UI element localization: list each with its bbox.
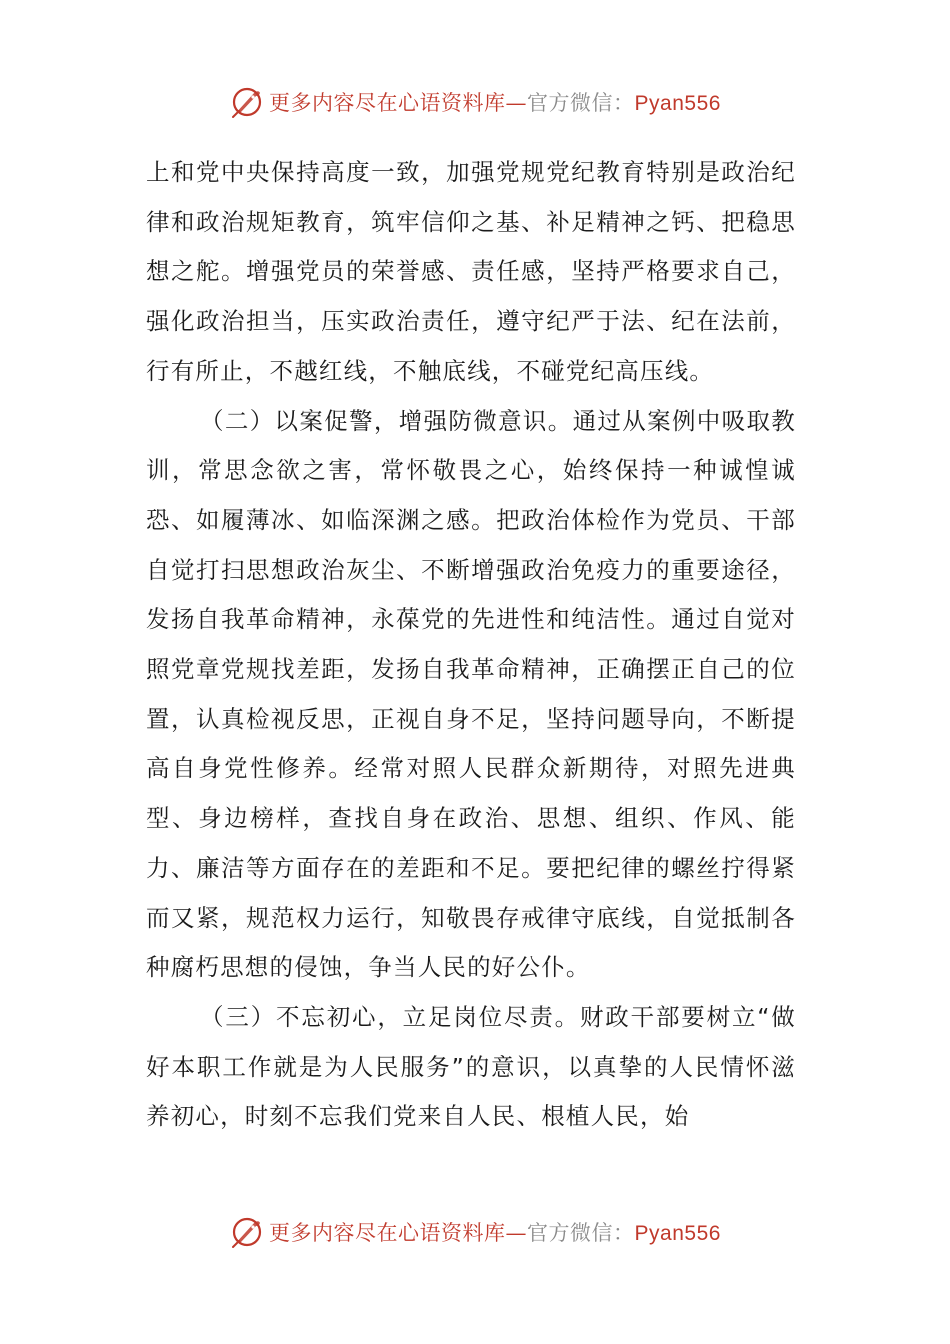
paragraph-continuation: 上和党中央保持高度一致，加强党规党纪教育特别是政治纪律和政治规矩教育，筑牢信仰之基、补足精神之钙、把稳思想之舵。增强党员的荣誉感、责任感，坚持严格要求自己，强化政治担当，压实政治责任，遵守纪严于法、纪在法前，行有所止，不越红线，不触底线，不碰党纪高压线。	[146, 158, 796, 385]
paragraph-section-three: （三）不忘初心，立足岗位尽责。财政干部要树立“做好本职工作就是为人民服务”的意识，以真挚的人民情怀滋养初心，时刻不忘我们党来自人民、根植人民，始	[146, 1002, 796, 1131]
header-separator: —	[505, 91, 528, 115]
quill-seal-icon	[229, 84, 265, 120]
header-official-label: 官方微信：	[527, 91, 635, 115]
header-banner	[0, 82, 950, 122]
footer-official-label: 官方微信：	[527, 1221, 635, 1245]
header-wechat-id: Pyan556	[634, 92, 721, 115]
footer-site-text: 更多内容尽在心语资料库	[269, 1221, 506, 1245]
footer-banner	[0, 1212, 950, 1252]
paragraph-section-two: （二）以案促警，增强防微意识。通过从案例中吸取教训，常思念欲之害，常怀敬畏之心，始终保持一种诚惶诚恐、如履薄冰、如临深渊之感。把政治体检作为党员、干部自觉打扫思想政治灰尘、不断增强政治免疫力的重要途径，发扬自我革命精神，永葆党的先进性和纯洁性。通过自觉对照党章党规找差距，发扬自我革命精神，正确摆正自己的位置，认真检视反思，正视自身不足，坚持问题导向，不断提高自身党性修养。经常对照人民群众新期待，对照先进典型、身边榜样，查找自身在政治、思想、组织、作风、能力、廉洁等方面存在的差距和不足。要把纪律的螺丝拧得紧而又紧，规范权力运行，知敬畏存戒律守底线，自觉抵制各种腐朽思想的侵蚀，争当人民的好公仆。	[146, 406, 796, 982]
footer-wechat-id: Pyan556	[634, 1222, 721, 1245]
header-site-text: 更多内容尽在心语资料库	[269, 91, 506, 115]
header-banner-text	[269, 87, 721, 117]
footer-separator: —	[505, 1221, 528, 1245]
footer-banner-text	[269, 1217, 721, 1247]
document-body	[146, 148, 796, 1142]
quill-seal-icon	[229, 1214, 265, 1250]
